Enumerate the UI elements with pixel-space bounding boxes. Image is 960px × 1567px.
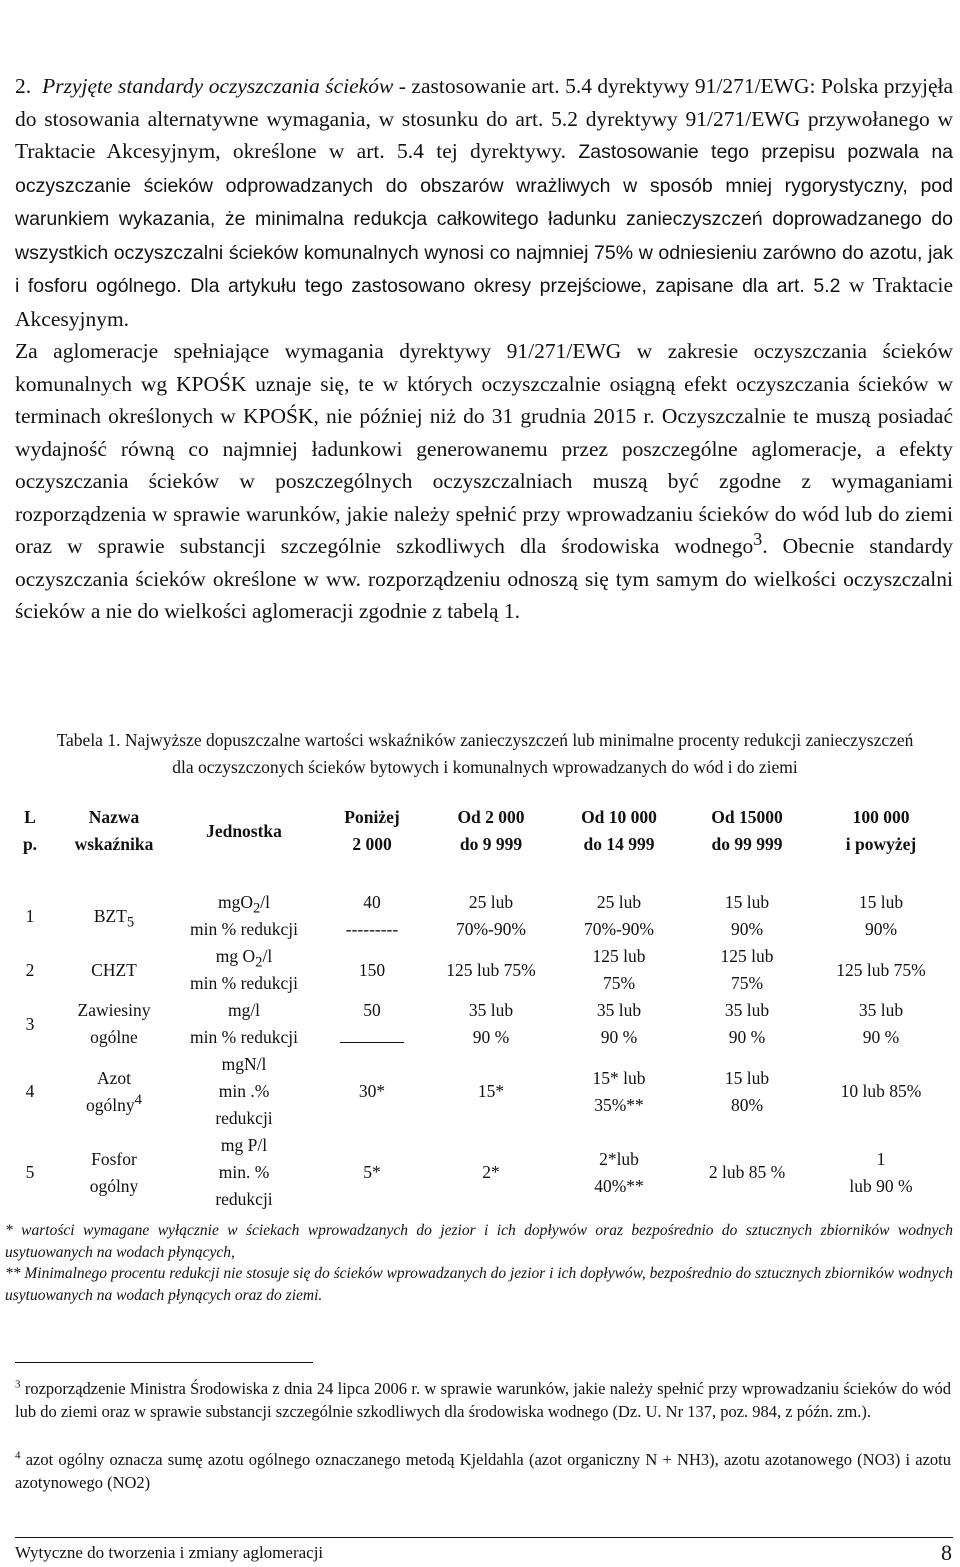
empty-dash	[340, 1028, 404, 1043]
header-lp: L p.	[22, 807, 38, 854]
header-col-5: 100 000 i powyżej	[845, 807, 917, 854]
footer-divider	[15, 1537, 953, 1538]
footnote-3: $^3$ rozporządzenie Ministra Środowiska z dnia 24 lipca 2006 r. w sprawie warunków, jakie należy spełnić przy wprowadzaniu ścieków do wód lub do ziemi oraz w sprawie substancji szczególnie szkodliwych dla środowiska wodnego (Dz. U. Nr 137, poz. 984, z późn. zm.).	[15, 1378, 951, 1421]
footer-title: Wytyczne do tworzenia i zmiany aglomeracji	[15, 1543, 324, 1562]
table-header-row	[6, 795, 954, 867]
section-title: Przyjęte standardy oczyszczania ścieków	[42, 74, 394, 98]
header-col-2: Od 2 000 do 9 999	[457, 807, 525, 854]
footnote-ref: 3	[753, 528, 763, 549]
standards-table	[6, 795, 954, 1213]
table-row: 2 CHZT mg $O_2/l$ min % redukcji 150 125 lub 75% 125 lub 75% 125 lub 75% 125 lub 75%	[25, 946, 926, 993]
table-note-1: * wartości wymagane wyłącznie w ściekach wprowadzanych do jezior i ich dopływów oraz bezpośrednio do sztucznych zbiorników wodnych usytuowanych na wodach płynących,	[5, 1222, 953, 1261]
header-name: Nazwa wskaźnika	[74, 807, 154, 854]
header-col-1: Poniżej 2 000	[344, 807, 400, 854]
table-row: 3 Zawiesiny ogólne mg/l min % redukcji 50 35 lub 90 % 35 lub 90 % 35 lub 90 % 35 lub 90 %	[25, 1000, 904, 1047]
table-notes	[5, 1220, 953, 1306]
footnote-divider	[15, 1362, 313, 1363]
main-text	[15, 70, 953, 628]
page-number: 8	[941, 1540, 952, 1565]
header-col-3: Od 10 000 do 14 999	[581, 807, 657, 854]
section-number: 2.	[15, 74, 32, 98]
table-caption: Tabela 1. Najwyższe dopuszczalne wartości wskaźników zanieczyszczeń lub minimalne procenty redukcji zanieczyszczeń dla oczyszczonych ścieków bytowych i komunalnych wprowadzanych do wód i do ziemi	[56, 730, 914, 777]
section-paragraph: 2. Przyjęte standardy oczyszczania ścieków - zastosowanie art. 5.4 dyrektywy 91/271/EWG: Polska przyjęła do stosowania alternatywne wymagania, w stosunku do art. 5.2 dyrektywy 91/271/EWG przywołanego w Traktacie Akcesyjnym, określone w art. 5.4 tej dyrektywy. Zastosowanie tego przepisu pozwala na oczyszczanie ścieków odprowadzanych do obszarów wrażliwych w sposób mniej rygorystyczny, pod warunkiem wykazania, że minimalna redukcja całkowitego ładunku zanieczyszczeń doprowadzanego do wszystkich oczyszczalni ścieków komunalnych wynosi co najmniej 75% w odniesieniu zarówno do azotu, jak i fosforu ogólnego. Dla artykułu tego zastosowano okresy przejściowe, zapisane dla art. 5.2 w Traktacie Akcesyjnym.	[15, 74, 954, 331]
footnote-4: $^4$ azot ogólny oznacza sumę azotu ogólnego oznaczanego metodą Kjeldahla (azot organiczny N + NH3), azotu azotanowego (NO3) i azotu azotynowego (NO2)	[15, 1449, 951, 1492]
header-unit: Jednostka	[206, 820, 282, 841]
aglomeration-paragraph: Za aglomeracje spełniające wymagania dyrektywy 91/271/EWG w zakresie oczyszczania ścieków komunalnych wg KPOŚK uznaje się, te w których oczyszczalnie osiągną efekt oczyszczania ścieków w terminach określonych w KPOŚK, nie później niż do 31 grudnia 2015 r. Oczyszczalnie te muszą posiadać wydajność równą co najmniej ładunkowi generowanemu przez poszczególne aglomeracje, a efekty oczyszczania ścieków w poszczególnych oczyszczalniach muszą być zgodne z wymaganiami rozporządzenia w sprawie warunków, jakie należy spełnić przy wprowadzaniu ścieków do wód lub do ziemi oraz w sprawie substancji szczególnie szkodliwych dla środowiska wodnego$^3$. Obecnie standardy oczyszczania ścieków określone w ww. rozporządzeniu odnoszą się tym samym do wielkości oczyszczalni ścieków a nie do wielkości aglomeracji zgodnie z tabelą 1.	[15, 339, 953, 623]
section-body: Zastosowanie tego przepisu pozwala na oczyszczanie ścieków odprowadzanych do obszarów wrażliwych w sposób mniej rygorystyczny, pod warunkiem wykazania, że minimalna redukcja całkowitego ładunku zanieczyszczeń doprowadzanego do wszystkich oczyszczalni ścieków komunalnych wynosi co najmniej 75% w odniesieniu zarówno do azotu, jak i fosforu ogólnego. Dla artykułu tego zastosowano okresy przejściowe, zapisane dla art. 5.2	[15, 141, 954, 297]
header-col-4: Od 15000 do 99 999	[711, 807, 783, 854]
table-note-2: ** Minimalnego procentu redukcji nie stosuje się do ścieków wprowadzanych do jezior i ich dopływów, bezpośrednio do sztucznych zbiorników wodnych usytuowanych na wodach płynących oraz do ziemi.	[5, 1265, 953, 1304]
table-row: 1 $BZT_5$ mgO$_2$/l min % redukcji 40 --------- 25 lub 70%-90% 25 lub 70%-90% 15 lub 90% 15 lub 90%	[25, 892, 904, 939]
table-row: 4 Azot ogólny$^4$ mgN/l min .% redukcji 30* 15* 15* lub 35%** 15 lub 80% 10 lub 85%	[25, 1054, 922, 1128]
table-row: 5 Fosfor ogólny mg P/l min. % redukcji 5* 2* 2*lub 40%** 2 lub 85 % 1 lub 90 %	[25, 1135, 913, 1209]
